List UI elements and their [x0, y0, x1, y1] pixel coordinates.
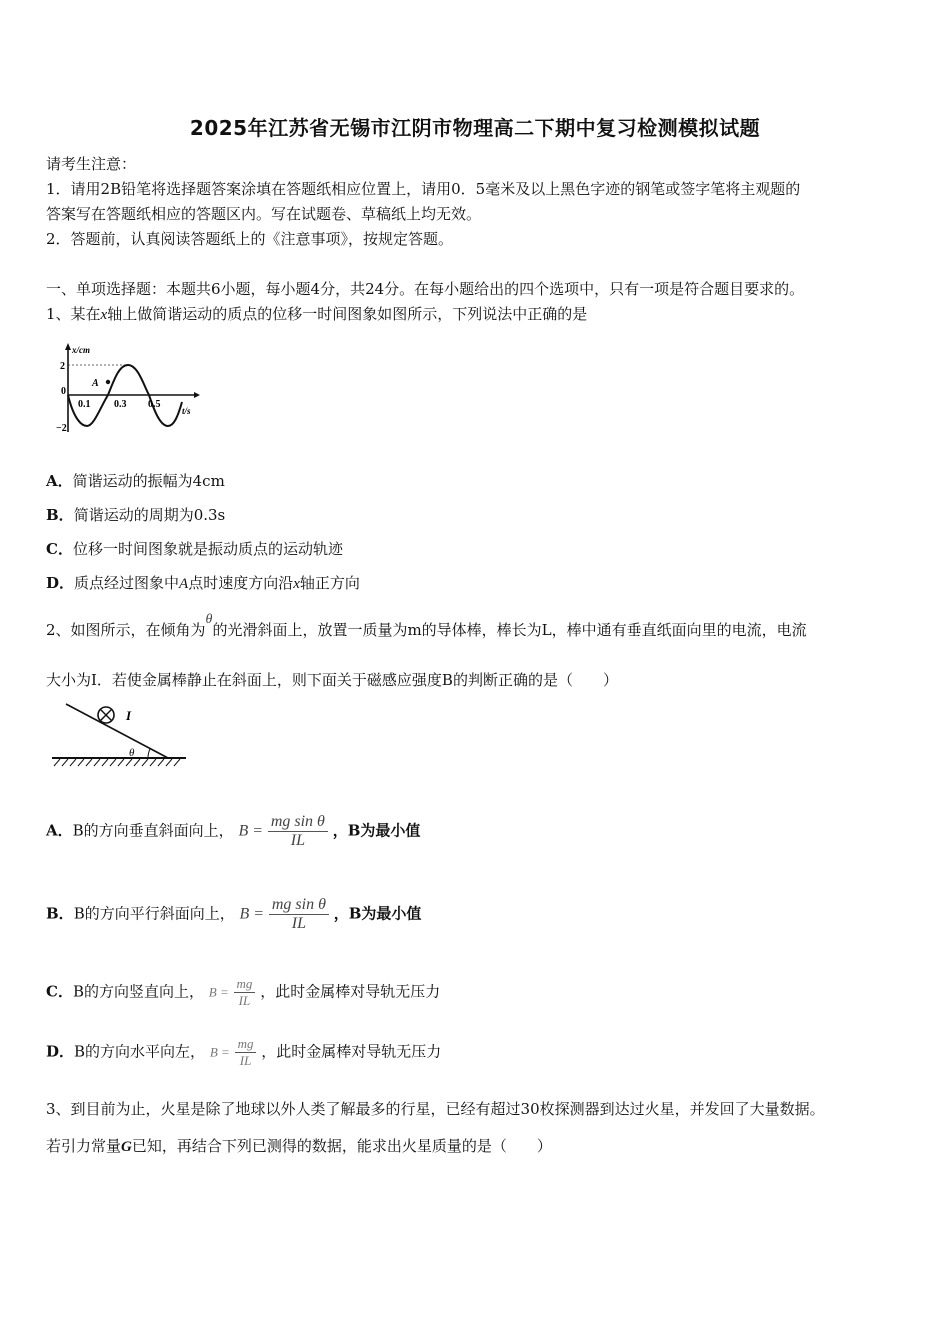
- origin-label: 0: [61, 386, 66, 397]
- x-axis-arrow: [65, 343, 71, 350]
- q2-option-b: B．B的方向平行斜面向上， B = $\frac{\text{mg sin θ}}{IL}$ ，B为最小值: [46, 896, 422, 932]
- formula-fraction: $\frac{mg}{IL}$: [235, 1036, 257, 1069]
- q2-option-a: A．B的方向垂直斜面向上， B = $\frac{\text{mg sin θ}}{IL}$ ，B为最小值: [46, 813, 421, 849]
- x-axis-label: t/s: [182, 406, 191, 416]
- question-3-stem-line-2: 若引力常量G已知，再结合下列已测得的数据，能求出火星质量的是（ ）: [46, 1137, 552, 1155]
- y-axis-label: x/cm: [72, 345, 90, 355]
- theta-symbol: θ: [205, 612, 213, 627]
- incline-surface: [66, 704, 168, 758]
- t-axis-arrow: [194, 392, 200, 398]
- q1-option-b: B．简谐运动的周期为0.3s: [46, 506, 226, 524]
- question-3-stem-line-1: 3、到目前为止，火星是除了地球以外人类了解最多的行星，已经有超过30枚探测器到达过火星，并发回了大量数据。: [46, 1100, 825, 1118]
- t-tick-1: 0.1: [78, 399, 91, 410]
- incline-figure: [50, 700, 190, 772]
- q2-option-c: C．B的方向竖直向上， B = $\frac{mg}{IL}$ ，此时金属棒对导轨无压力: [46, 976, 441, 1008]
- displacement-time-graph: [54, 340, 204, 440]
- formula-fraction: $\frac{mg}{IL}$: [234, 976, 256, 1009]
- y-tick-bottom: −2: [56, 423, 67, 434]
- current-label: I: [126, 708, 132, 723]
- q2-option-d: D．B的方向水平向左， B = $\frac{mg}{IL}$ ，此时金属棒对导轨无压力: [46, 1036, 442, 1068]
- section-heading: 一、单项选择题：本题共6小题，每小题4分，共24分。在每小题给出的四个选项中，只有一项是符合题目要求的。: [46, 280, 805, 298]
- notice-item-1-line-1: 1．请用2B铅笔将选择题答案涂填在答题纸相应位置上，请用0．5毫米及以上黑色字迹的钢笔或签字笔将主观题的: [46, 180, 801, 198]
- q1-option-c: C．位移一时间图象就是振动质点的运动轨迹: [46, 540, 343, 558]
- t-tick-3: 0.5: [148, 399, 161, 410]
- formula-fraction: $\frac{\text{mg sin θ}}{IL}$: [269, 896, 329, 933]
- q1-option-d: D．质点经过图象中A点时速度方向沿x轴正方向: [46, 574, 360, 592]
- y-tick-top: 2: [60, 361, 65, 372]
- angle-arc: [148, 749, 150, 758]
- ground-hatching: [54, 759, 180, 766]
- page-title: 2025年江苏省无锡市江阴市物理高二下期中复习检测模拟试题: [189, 116, 761, 140]
- question-2-stem-line-2: 大小为I．若使金属棒静止在斜面上，则下面关于磁感应强度B的判断正确的是（ ）: [46, 671, 618, 689]
- point-a: [106, 380, 110, 384]
- point-a-label: A: [92, 378, 99, 389]
- angle-label: θ: [129, 747, 135, 759]
- notice-heading: 请考生注意：: [46, 155, 137, 173]
- q1-option-a: A．简谐运动的振幅为4cm: [46, 472, 225, 490]
- question-1-stem: 1、某在x轴上做简谐运动的质点的位移一时间图象如图所示，下列说法中正确的是: [46, 305, 588, 323]
- question-2-stem-line-1: 2、如图所示，在倾角为θ的光滑斜面上，放置一质量为m的导体棒，棒长为L，棒中通有垂直纸面向里的电流，电流: [46, 612, 807, 639]
- formula-fraction: $\frac{\text{mg sin θ}}{IL}$: [268, 813, 328, 850]
- notice-item-2: 2．答题前，认真阅读答题纸上的《注意事项》，按规定答题。: [46, 230, 454, 248]
- t-tick-2: 0.3: [114, 399, 127, 410]
- notice-item-1-line-2: 答案写在答题纸相应的答题区内。写在试题卷、草稿纸上均无效。: [46, 205, 482, 223]
